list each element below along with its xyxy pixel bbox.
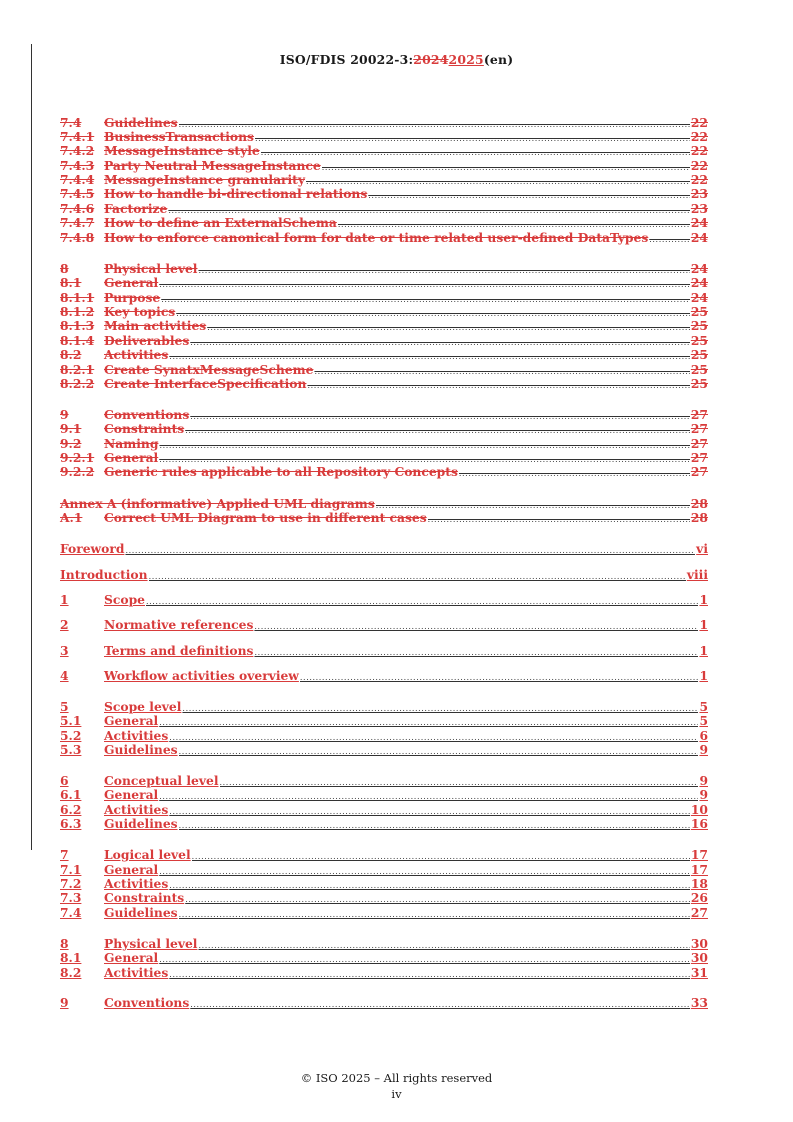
toc-entry-title: Generic rules applicable to all Repository Concepts bbox=[104, 464, 458, 479]
toc-entry-number: 7.4.4 bbox=[60, 172, 95, 187]
toc-entry[interactable] bbox=[60, 186, 708, 202]
toc-dot-leader bbox=[125, 543, 695, 559]
toc-entry-page: 27 bbox=[690, 464, 708, 479]
toc-entry-page: 27 bbox=[690, 905, 708, 920]
toc-entry-title: Purpose bbox=[104, 290, 161, 305]
toc-entry-title: Foreword bbox=[60, 541, 125, 556]
toc-entry-number: A.1 bbox=[60, 510, 83, 525]
toc-entry-number: 7.2 bbox=[60, 876, 82, 891]
toc-entry-number: 7 bbox=[60, 847, 69, 862]
header-prefix: ISO/FDIS 20022-3: bbox=[279, 52, 414, 67]
toc-entry[interactable] bbox=[60, 617, 708, 633]
toc-entry-title: Conventions bbox=[104, 407, 190, 422]
toc-entry-page: 27 bbox=[690, 407, 708, 422]
toc-entry-title: Scope level bbox=[104, 699, 182, 714]
toc-entry-title: How to handle bi-directional relations bbox=[104, 186, 368, 201]
toc-entry-page: 25 bbox=[690, 318, 708, 333]
toc-entry-page: 24 bbox=[690, 290, 708, 305]
toc-entry[interactable] bbox=[60, 541, 708, 557]
toc-entry[interactable] bbox=[60, 275, 708, 291]
toc-entry[interactable] bbox=[60, 318, 708, 334]
toc-entry-page: 17 bbox=[690, 862, 708, 877]
toc-entry-title: General bbox=[104, 713, 159, 728]
toc-entry-page: 17 bbox=[690, 847, 708, 862]
toc-entry-page: 25 bbox=[690, 376, 708, 391]
toc-dot-leader bbox=[459, 466, 690, 482]
toc-entry-title: General bbox=[104, 275, 159, 290]
toc-entry-title: Naming bbox=[104, 436, 159, 451]
toc-entry-title: Main activities bbox=[104, 318, 207, 333]
toc-entry-number: 9 bbox=[60, 995, 69, 1010]
toc-dot-leader bbox=[254, 645, 698, 661]
toc-entry[interactable] bbox=[60, 668, 708, 684]
toc-entry[interactable] bbox=[60, 464, 708, 480]
toc-entry-title: Conventions bbox=[104, 995, 190, 1010]
toc-entry-title: Physical level bbox=[104, 936, 198, 951]
toc-entry-page: 1 bbox=[699, 643, 708, 658]
toc-entry-page: 1 bbox=[699, 668, 708, 683]
toc-entry-page: 24 bbox=[690, 275, 708, 290]
toc-entry-page: 5 bbox=[699, 713, 708, 728]
toc-entry-title: Activities bbox=[104, 728, 169, 743]
toc-entry-page: 22 bbox=[690, 158, 708, 173]
toc-entry[interactable] bbox=[60, 905, 708, 921]
toc-entry-number: 7.3 bbox=[60, 890, 82, 905]
toc-entry[interactable] bbox=[60, 950, 708, 966]
toc-entry-number: 8.2 bbox=[60, 965, 82, 980]
toc-entry-title: Guidelines bbox=[104, 905, 178, 920]
toc-entry-page: 28 bbox=[690, 496, 708, 511]
toc-entry-title: Conceptual level bbox=[104, 773, 219, 788]
toc-entry[interactable] bbox=[60, 376, 708, 392]
toc-entry-number: 5.1 bbox=[60, 713, 82, 728]
toc-entry-number: 8.1.2 bbox=[60, 304, 95, 319]
toc-entry-title: Guidelines bbox=[104, 742, 178, 757]
toc-entry[interactable] bbox=[60, 995, 708, 1011]
toc-dot-leader bbox=[428, 512, 690, 528]
toc-entry-title: Constraints bbox=[104, 421, 185, 436]
toc-entry-title: Create SynatxMessageScheme bbox=[104, 362, 314, 377]
toc-dot-leader bbox=[254, 619, 698, 635]
toc-entry-number: 7.4.6 bbox=[60, 201, 95, 216]
toc-entry-page: 33 bbox=[690, 995, 708, 1010]
toc-entry-number: 7.1 bbox=[60, 862, 82, 877]
toc-entry-title: Terms and definitions bbox=[104, 643, 254, 658]
toc-entry-page: 30 bbox=[690, 936, 708, 951]
toc-entry-number: 7.4.8 bbox=[60, 230, 95, 245]
toc-entry-title: Scope bbox=[104, 592, 145, 607]
toc-entry-title: BusinessTransactions bbox=[104, 129, 254, 144]
toc-entry-page: 28 bbox=[690, 510, 708, 525]
toc-entry[interactable] bbox=[60, 643, 708, 659]
toc-entry-number: 6.2 bbox=[60, 802, 82, 817]
toc-entry-number: 7.4.5 bbox=[60, 186, 95, 201]
toc-entry-page: 27 bbox=[690, 436, 708, 451]
toc-entry-title: Activities bbox=[104, 802, 169, 817]
toc-entry-page: 25 bbox=[690, 362, 708, 377]
toc-entry-page: 24 bbox=[690, 230, 708, 245]
toc-entry-page: 27 bbox=[690, 421, 708, 436]
toc-entry-title: Factorize bbox=[104, 201, 168, 216]
toc-entry-title: Workflow activities overview bbox=[104, 668, 299, 683]
header-deleted-year: 2024 bbox=[413, 52, 449, 67]
toc-entry-title: Correct UML Diagram to use in different cases bbox=[104, 510, 427, 525]
toc-entry[interactable] bbox=[60, 230, 708, 246]
toc-entry[interactable] bbox=[60, 143, 708, 159]
toc-entry-title: General bbox=[104, 787, 159, 802]
toc-entry-title: How to define an ExternalSchema bbox=[104, 215, 337, 230]
toc-entry-page: 6 bbox=[699, 728, 708, 743]
toc-entry-page: 23 bbox=[690, 186, 708, 201]
toc-dot-leader bbox=[307, 378, 689, 394]
header-suffix: (en) bbox=[483, 52, 514, 67]
toc-entry-number: 8.2.2 bbox=[60, 376, 95, 391]
toc-entry-number: 3 bbox=[60, 643, 69, 658]
toc-entry-title: Guidelines bbox=[104, 816, 178, 831]
toc-entry-page: 24 bbox=[690, 215, 708, 230]
toc-entry-page: 9 bbox=[699, 787, 708, 802]
toc-entry-number: 8.1.1 bbox=[60, 290, 95, 305]
toc-entry-number: 2 bbox=[60, 617, 69, 632]
toc-entry-number: 7.4 bbox=[60, 115, 82, 130]
toc-entry-title: Introduction bbox=[60, 567, 148, 582]
toc-entry-title: Deliverables bbox=[104, 333, 190, 348]
toc-entry[interactable] bbox=[60, 847, 708, 863]
toc-entry-number: 7.4.1 bbox=[60, 129, 95, 144]
toc-entry-title: How to enforce canonical form for date or time related user-defined DataTypes bbox=[104, 230, 649, 245]
toc-entry-number: 8.2.1 bbox=[60, 362, 95, 377]
toc-entry[interactable] bbox=[60, 965, 708, 981]
toc-entry-number: 5.2 bbox=[60, 728, 82, 743]
toc-entry[interactable] bbox=[60, 510, 708, 526]
toc-entry-number: 4 bbox=[60, 668, 69, 683]
toc-entry-number: 9.2.2 bbox=[60, 464, 95, 479]
toc-entry-page: 9 bbox=[699, 773, 708, 788]
toc-entry-title: Create InterfaceSpecification bbox=[104, 376, 307, 391]
toc-entry-title: Key topics bbox=[104, 304, 176, 319]
toc-entry-page: 31 bbox=[690, 965, 708, 980]
toc-dot-leader bbox=[179, 818, 690, 834]
toc-entry-title: Annex A (informative) Applied UML diagrams bbox=[60, 496, 375, 511]
header-inserted-year: 2025 bbox=[448, 52, 484, 67]
toc-dot-leader bbox=[649, 232, 690, 248]
toc-entry-title: Physical level bbox=[104, 261, 198, 276]
toc-entry-page: 25 bbox=[690, 347, 708, 362]
toc-dot-leader bbox=[179, 907, 690, 923]
toc-entry-page: 1 bbox=[699, 592, 708, 607]
toc-entry-number: 6.1 bbox=[60, 787, 82, 802]
toc-entry-title: Guidelines bbox=[104, 115, 178, 130]
document-header bbox=[0, 52, 793, 67]
toc-entry-page: 9 bbox=[699, 742, 708, 757]
toc-entry-title: Normative references bbox=[104, 617, 254, 632]
toc-entry[interactable] bbox=[60, 742, 708, 758]
toc-entry-page: 26 bbox=[690, 890, 708, 905]
toc-entry-number: 7.4.3 bbox=[60, 158, 95, 173]
toc-dot-leader bbox=[169, 967, 690, 983]
toc-entry-number: 9 bbox=[60, 407, 69, 422]
toc-entry-page: 22 bbox=[690, 172, 708, 187]
toc-entry-number: 1 bbox=[60, 592, 69, 607]
toc-entry-page: 23 bbox=[690, 201, 708, 216]
toc-dot-leader bbox=[300, 670, 699, 686]
toc-entry-page: 18 bbox=[690, 876, 708, 891]
toc-entry[interactable] bbox=[60, 713, 708, 729]
toc-entry-number: 7.4.2 bbox=[60, 143, 95, 158]
toc-entry-page: 1 bbox=[699, 617, 708, 632]
toc-entry-page: 25 bbox=[690, 333, 708, 348]
toc-entry-page: 27 bbox=[690, 450, 708, 465]
toc-entry[interactable] bbox=[60, 215, 708, 231]
toc-entry-number: 7.4.7 bbox=[60, 215, 95, 230]
toc-entry-title: Party Neutral MessageInstance bbox=[104, 158, 321, 173]
toc-entry-title: Activities bbox=[104, 965, 169, 980]
toc-entry-title: MessageInstance granularity bbox=[104, 172, 306, 187]
toc-entry-number: 5 bbox=[60, 699, 69, 714]
toc-entry[interactable] bbox=[60, 816, 708, 832]
footer-copyright: © ISO 2025 – All rights reserved bbox=[300, 1071, 493, 1085]
toc-entry-title: Logical level bbox=[104, 847, 191, 862]
toc-dot-leader bbox=[149, 569, 686, 585]
toc-entry-page: 16 bbox=[690, 816, 708, 831]
toc-entry-page: vi bbox=[696, 541, 708, 556]
toc-entry-number: 9.2 bbox=[60, 436, 82, 451]
change-bar bbox=[31, 44, 32, 850]
toc-entry-number: 9.1 bbox=[60, 421, 82, 436]
toc-entry-number: 6.3 bbox=[60, 816, 82, 831]
toc-dot-leader bbox=[146, 594, 698, 610]
toc-entry-page: 30 bbox=[690, 950, 708, 965]
toc-entry-page: 22 bbox=[690, 129, 708, 144]
toc-entry-title: General bbox=[104, 862, 159, 877]
toc-entry-number: 8.1 bbox=[60, 950, 82, 965]
toc-entry-page: 22 bbox=[690, 143, 708, 158]
toc-entry-number: 8.1.4 bbox=[60, 333, 95, 348]
toc-entry-title: Activities bbox=[104, 347, 169, 362]
toc-entry-page: 25 bbox=[690, 304, 708, 319]
toc-entry-page: 24 bbox=[690, 261, 708, 276]
toc-entry[interactable] bbox=[60, 592, 708, 608]
toc-entry-number: 8.2 bbox=[60, 347, 82, 362]
toc-entry[interactable] bbox=[60, 421, 708, 437]
toc-entry-title: MessageInstance style bbox=[104, 143, 260, 158]
toc-entry-page: 5 bbox=[699, 699, 708, 714]
toc-entry[interactable] bbox=[60, 787, 708, 803]
toc-entry[interactable] bbox=[60, 347, 708, 363]
toc-entry-number: 8.1.3 bbox=[60, 318, 95, 333]
toc-entry-number: 8 bbox=[60, 261, 69, 276]
toc-entry-title: General bbox=[104, 950, 159, 965]
toc-entry-number: 6 bbox=[60, 773, 69, 788]
toc-entry-number: 5.3 bbox=[60, 742, 82, 757]
toc-entry-number: 9.2.1 bbox=[60, 450, 95, 465]
toc-entry-number: 8 bbox=[60, 936, 69, 951]
toc-dot-leader bbox=[190, 997, 690, 1013]
toc-entry-page: viii bbox=[686, 567, 708, 582]
toc-entry[interactable] bbox=[60, 567, 708, 583]
toc-dot-leader bbox=[179, 744, 699, 760]
toc-entry[interactable] bbox=[60, 890, 708, 906]
toc-entry-title: General bbox=[104, 450, 159, 465]
footer-page-number: iv bbox=[391, 1087, 402, 1101]
toc-entry-number: 7.4 bbox=[60, 905, 82, 920]
toc-entry-title: Activities bbox=[104, 876, 169, 891]
toc-entry-title: Constraints bbox=[104, 890, 185, 905]
toc-entry-page: 10 bbox=[690, 802, 708, 817]
toc-entry-page: 22 bbox=[690, 115, 708, 130]
toc-entry-number: 8.1 bbox=[60, 275, 82, 290]
